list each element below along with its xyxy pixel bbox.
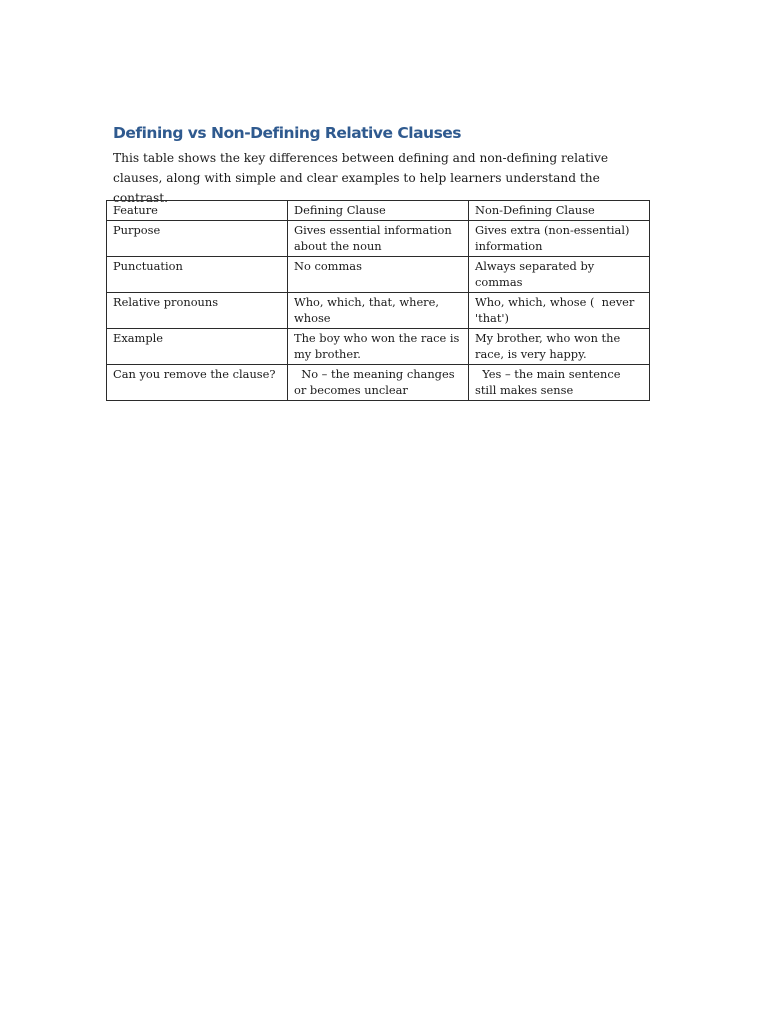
row-feature-cell: Example (107, 328, 288, 364)
table-row-punctuation (107, 256, 650, 292)
header-feature: Feature (107, 201, 288, 221)
table-row-purpose (107, 220, 650, 256)
document-title: Defining vs Non-Defining Relative Clauses (113, 124, 462, 142)
row-feature-cell: Purpose (107, 220, 288, 256)
header-defining: Defining Clause (288, 201, 469, 221)
row-non-defining-cell: Yes – the main sentence still makes sense (469, 364, 650, 400)
row-defining-cell: Who, which, that, where, whose (288, 292, 469, 328)
row-non-defining-cell: Always separated by commas (469, 256, 650, 292)
table-header-row (107, 201, 650, 221)
row-defining-cell: Gives essential information about the noun (288, 220, 469, 256)
intro-paragraph: This table shows the key differences between defining and non-defining relative clauses, along with simple and clear examples to help learners understand the contrast. (113, 151, 609, 205)
row-feature-cell: Relative pronouns (107, 292, 288, 328)
table-row-relative-pronouns (107, 292, 650, 328)
row-defining-cell: The boy who won the race is my brother. (288, 328, 469, 364)
row-defining-cell: No commas (288, 256, 469, 292)
table-row-remove-clause (107, 364, 650, 400)
table-row-example (107, 328, 650, 364)
header-non-defining: Non-Defining Clause (469, 201, 650, 221)
row-feature-cell: Punctuation (107, 256, 288, 292)
row-non-defining-cell: Gives extra (non-essential) information (469, 220, 650, 256)
row-defining-cell: No – the meaning changes or becomes unclear (288, 364, 469, 400)
row-non-defining-cell: Who, which, whose ( never 'that') (469, 292, 650, 328)
row-feature-cell: Can you remove the clause? (107, 364, 288, 400)
comparison-table (106, 200, 650, 401)
row-non-defining-cell: My brother, who won the race, is very happy. (469, 328, 650, 364)
